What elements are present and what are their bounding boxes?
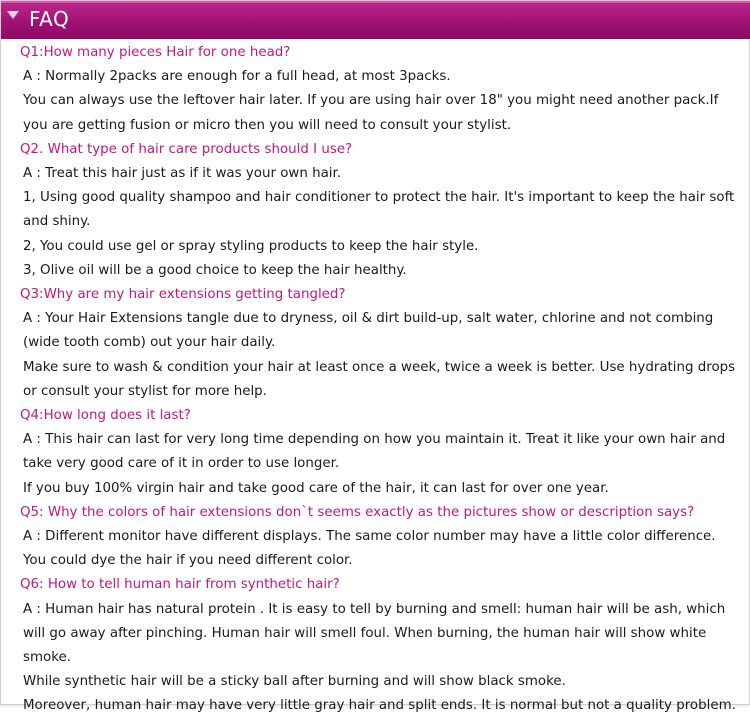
triangle-marker-icon (7, 11, 19, 19)
faq-answer-line: A : Human hair has natural protein . It is easy to tell by burning and smell: human hair will be ash, which will go away after pinching. Human hair will smell foul. When burning, the human hair will show white smoke. (23, 601, 726, 666)
faq-answer-line: A : Different monitor have different displays. The same color number may have a little color difference. You could dye the hair if you need different color. (23, 529, 716, 569)
faq-question: Q3:Why are my hair extensions getting tangled? (20, 287, 346, 303)
faq-question: Q5: Why the colors of hair extensions don`t seems exactly as the pictures show or description says? (20, 504, 695, 520)
faq-question: Q4:How long does it last? (20, 408, 191, 424)
faq-answer-line: Moreover, human hair may have very little gray hair and split ends. It is normal but not a quality problem. (23, 698, 736, 714)
faq-question: Q6: How to tell human hair from synthetic hair? (20, 577, 340, 593)
faq-answer-line: A : Your Hair Extensions tangle due to dryness, oil & dirt build-up, salt water, chlorine and not combing (wide tooth comb) out your hair daily. (23, 311, 714, 351)
faq-answer-line: While synthetic hair will be a sticky ball after burning and will show black smoke. (23, 674, 566, 690)
faq-title: FAQ (29, 7, 70, 31)
faq-answer-line: A : Normally 2packs are enough for a full head, at most 3packs. (23, 69, 451, 85)
faq-question: Q2. What type of hair care products should I use? (20, 141, 353, 157)
header-highlight (1, 1, 750, 3)
faq-answer-line: Make sure to wash & condition your hair at least once a week, twice a week is better. Use hydrating drops or consult your stylist for more help. (23, 359, 736, 399)
faq-answer-line: You can always use the leftover hair later. If you are using hair over 18" you might need another pack.If you are getting fusion or micro then you will need to consult your stylist. (23, 93, 719, 133)
faq-question: Q1:How many pieces Hair for one head? (20, 45, 291, 60)
faq-header (1, 1, 750, 39)
faq-answer-line: 3, Olive oil will be a good choice to keep the hair healthy. (23, 262, 407, 278)
faq-list (20, 41, 736, 719)
faq-answer-line: A : Treat this hair just as if it was your own hair. (23, 166, 342, 182)
faq-answer-line: 1, Using good quality shampoo and hair conditioner to protect the hair. It's important to keep the hair soft and shiny. (23, 190, 735, 230)
faq-answer-line: A : This hair can last for very long time depending on how you maintain it. Treat it like your own hair and take very good care of it in order to use longer. (23, 432, 726, 472)
faq-answer-line: If you buy 100% virgin hair and take good care of the hair, it can last for over one year. (23, 480, 609, 496)
faq-answer-line: 2, You could use gel or spray styling products to keep the hair style. (23, 238, 479, 254)
